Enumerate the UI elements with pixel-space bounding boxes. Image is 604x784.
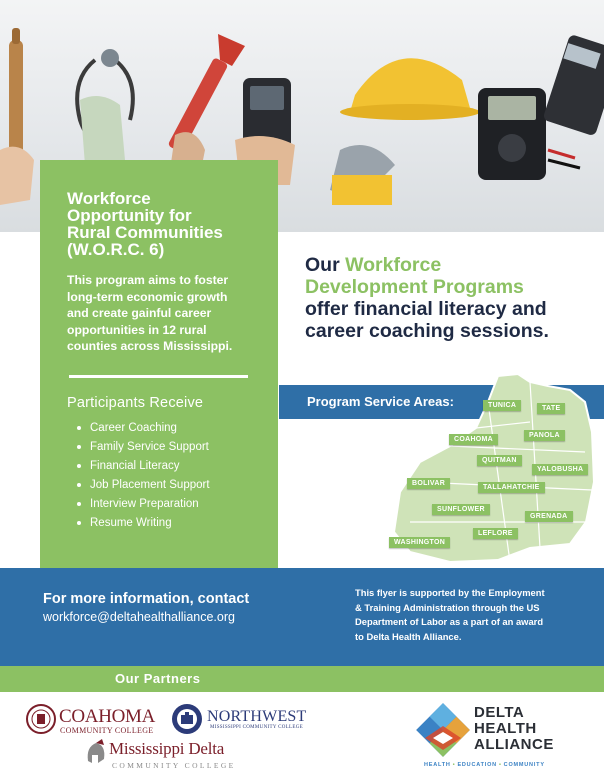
bullet-icon [77, 521, 81, 525]
program-intro [67, 272, 260, 355]
panel-divider [69, 375, 248, 378]
coahoma-seal-icon [26, 704, 56, 734]
county-label: LEFLORE [473, 528, 518, 539]
funding-line: This flyer is supported by the Employment [355, 587, 545, 598]
dha-name-line: ALLIANCE [474, 736, 554, 753]
program-title-line: Opportunity for [67, 206, 192, 225]
benefit-label: Family Service Support [90, 440, 209, 453]
county-label: QUITMAN [477, 455, 522, 466]
program-title [67, 190, 260, 258]
partners-bar [0, 666, 604, 692]
list-item [77, 419, 260, 438]
contact-heading: For more information, contact [43, 591, 250, 607]
intro-line: This program aims to foster [67, 273, 229, 287]
headline-text: Our [305, 254, 346, 276]
program-title-line: Rural Communities [67, 223, 223, 242]
list-item [77, 495, 260, 514]
county-label: COAHOMA [449, 434, 498, 445]
program-title-line: (W.O.R.C. 6) [67, 240, 165, 259]
coahoma-logo-sub: COMMUNITY COLLEGE [60, 726, 154, 735]
county-label: YALOBUSHA [532, 464, 588, 475]
participants-heading: Participants Receive [67, 394, 204, 411]
funding-line: to Delta Health Alliance. [355, 630, 462, 642]
dha-tag-word: COMMUNITY [503, 762, 545, 768]
dot-icon: • [452, 762, 456, 768]
dha-logo-name [474, 705, 554, 753]
northwest-seal-icon [171, 703, 203, 735]
intro-line: and create gainful career [67, 306, 212, 320]
headline-line: offer financial literacy and [305, 298, 547, 320]
benefit-label: Interview Preparation [90, 497, 199, 510]
benefit-label: Career Coaching [90, 421, 177, 434]
service-areas-label: Program Service Areas: [307, 394, 454, 409]
dha-tagline [424, 762, 545, 768]
funding-statement [355, 586, 595, 644]
intro-line: opportunities in 12 rural [67, 322, 207, 337]
headline-accent: Workforce [345, 254, 442, 276]
benefit-label: Financial Literacy [90, 459, 180, 472]
dha-tag-word: EDUCATION [457, 762, 497, 768]
headline-line: career coaching sessions. [305, 320, 549, 342]
stethoscope-icon [77, 49, 133, 165]
hard-hat-icon [330, 58, 480, 205]
county-label: TUNICA [483, 400, 521, 411]
dha-name-line: DELTA [474, 704, 525, 721]
program-info-panel [40, 160, 278, 568]
dha-tag-word: HEALTH [424, 762, 451, 768]
partners-heading: Our Partners [115, 671, 201, 686]
county-label: SUNFLOWER [432, 504, 490, 515]
intro-line: counties across Mississippi. [67, 339, 233, 353]
county-label: GRENADA [525, 511, 573, 522]
dha-name-line: HEALTH [474, 720, 537, 737]
trojan-helmet-icon [84, 739, 108, 767]
list-item [77, 476, 260, 495]
benefit-label: Resume Writing [90, 516, 172, 529]
list-item [77, 514, 260, 533]
funding-line: & Training Administration through the US [355, 601, 540, 613]
county-label: TALLAHATCHIE [478, 482, 545, 493]
benefit-list [67, 419, 260, 533]
county-label: BOLIVAR [407, 478, 450, 489]
rolling-pin-icon [0, 28, 34, 205]
northwest-logo-name: NORTHWEST [207, 708, 307, 725]
headline-accent: Development Programs [305, 276, 524, 298]
bullet-icon [77, 483, 81, 487]
list-item [77, 457, 260, 476]
funding-line: Department of Labor as a part of an award [355, 616, 544, 627]
list-item [77, 438, 260, 457]
contact-email-link[interactable]: workforce@deltahealthalliance.org [43, 610, 235, 624]
msdelta-logo-sub: COMMUNITY COLLEGE [112, 761, 236, 770]
county-label: TATE [537, 403, 565, 414]
bullet-icon [77, 445, 81, 449]
program-title-line: Workforce [67, 189, 151, 208]
headline [305, 254, 595, 342]
pipe-wrench-icon [167, 34, 245, 175]
dot-icon: • [498, 762, 502, 768]
northwest-logo-sub: MISSISSIPPI COMMUNITY COLLEGE [210, 725, 303, 730]
headline-line [305, 254, 595, 276]
bullet-icon [77, 502, 81, 506]
benefit-label: Job Placement Support [90, 478, 210, 491]
msdelta-logo-name: Mississippi Delta [109, 739, 225, 758]
coahoma-logo-name: COAHOMA [59, 706, 156, 727]
county-label: PANOLA [524, 430, 565, 441]
intro-line: long-term economic growth [67, 289, 228, 304]
dha-diamond-icon [415, 702, 471, 758]
bullet-icon [77, 464, 81, 468]
county-label: WASHINGTON [389, 537, 450, 548]
calculator-icon [542, 34, 604, 137]
bullet-icon [77, 426, 81, 430]
